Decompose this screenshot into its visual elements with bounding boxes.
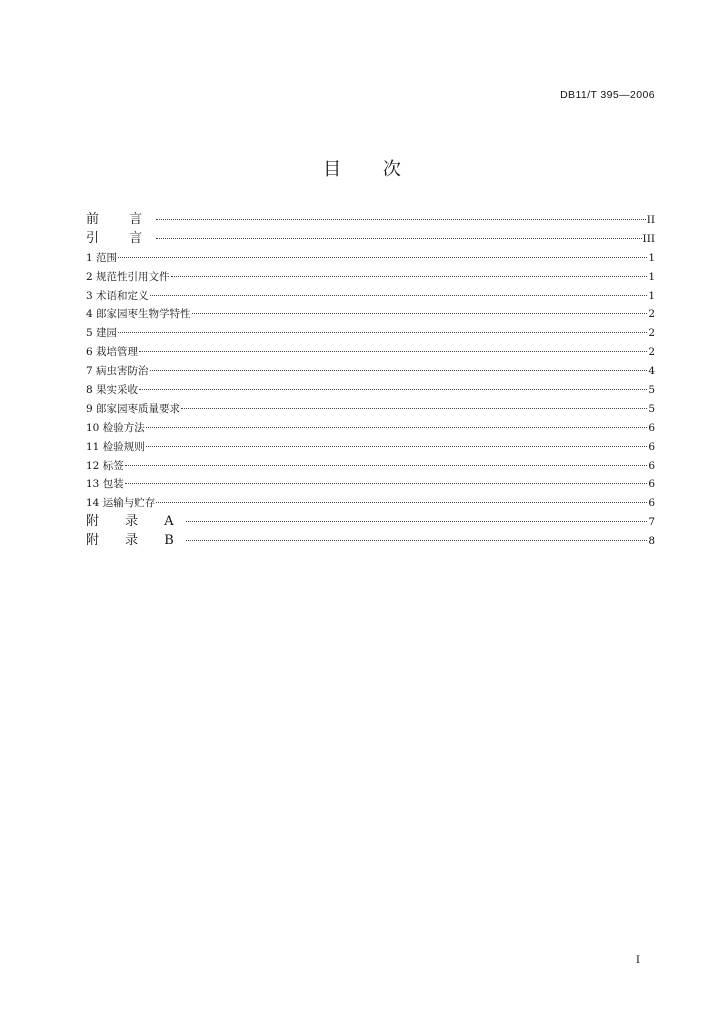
dot-leader bbox=[118, 257, 647, 258]
toc-entry-foreword[interactable] bbox=[86, 211, 655, 230]
toc-entry-page: 2 bbox=[648, 327, 655, 340]
toc-entry-4[interactable] bbox=[86, 305, 655, 324]
dot-leader bbox=[125, 483, 648, 484]
toc-entry-label: 9 郎家园枣质量要求 bbox=[86, 402, 181, 415]
toc-entry-label: 11 检验规则 bbox=[86, 440, 145, 453]
toc-entry-label: 10 检验方法 bbox=[86, 421, 145, 434]
dot-leader bbox=[186, 540, 647, 541]
dot-leader bbox=[150, 295, 648, 296]
toc-entry-page: 8 bbox=[648, 535, 655, 548]
toc-entry-12[interactable] bbox=[86, 457, 655, 476]
toc-entry-page: II bbox=[646, 214, 655, 226]
dot-leader bbox=[118, 332, 647, 333]
toc-entry-label: 引 言 bbox=[86, 230, 156, 246]
toc-entry-page: 6 bbox=[648, 478, 655, 491]
dot-leader bbox=[146, 427, 648, 428]
toc-entry-label: 附 录 A bbox=[86, 514, 185, 530]
toc-entry-page: III bbox=[642, 232, 655, 245]
toc-entry-page: 5 bbox=[648, 402, 655, 415]
toc-entry-page: 7 bbox=[648, 516, 655, 529]
dot-leader bbox=[139, 351, 647, 352]
toc-entry-label: 7 病虫害防治 bbox=[86, 365, 149, 378]
dot-leader bbox=[171, 276, 648, 277]
dot-leader bbox=[146, 446, 648, 447]
dot-leader bbox=[156, 219, 646, 220]
toc-entry-9[interactable] bbox=[86, 400, 655, 419]
toc-entry-10[interactable] bbox=[86, 419, 655, 438]
toc-entry-label: 14 运输与贮存 bbox=[86, 497, 156, 510]
dot-leader bbox=[125, 465, 648, 466]
toc-entry-label: 3 术语和定义 bbox=[86, 289, 149, 302]
document-code: DB11/T 395—2006 bbox=[560, 89, 655, 101]
dot-leader bbox=[192, 313, 648, 314]
dot-leader bbox=[156, 238, 641, 239]
toc-entry-page: 1 bbox=[648, 289, 655, 302]
toc-entry-2[interactable] bbox=[86, 268, 655, 287]
toc-entry-page: 1 bbox=[648, 251, 655, 264]
toc-entry-label: 附 录 B bbox=[86, 533, 185, 549]
dot-leader bbox=[186, 521, 648, 522]
toc-entry-page: 6 bbox=[648, 440, 655, 453]
toc-entry-appendix-a[interactable] bbox=[86, 513, 655, 532]
dot-leader bbox=[181, 408, 647, 409]
toc-entry-label: 1 范围 bbox=[86, 251, 118, 264]
toc-entry-page: 2 bbox=[648, 308, 655, 321]
toc-entry-page: 4 bbox=[648, 365, 655, 378]
toc-entry-11[interactable] bbox=[86, 438, 655, 457]
page-title: 目 次 bbox=[323, 159, 419, 180]
toc-entry-introduction[interactable] bbox=[86, 230, 655, 249]
toc-entry-page: 5 bbox=[648, 384, 655, 397]
toc-entry-page: 1 bbox=[648, 270, 655, 283]
toc-entry-label: 前 言 bbox=[86, 212, 156, 227]
dot-leader bbox=[156, 502, 647, 503]
toc-entry-8[interactable] bbox=[86, 381, 655, 400]
toc-entry-1[interactable] bbox=[86, 249, 655, 268]
toc-entry-label: 8 果实采收 bbox=[86, 384, 139, 397]
toc-entry-14[interactable] bbox=[86, 494, 655, 513]
toc-entry-label: 2 规范性引用文件 bbox=[86, 270, 170, 283]
toc-entry-page: 2 bbox=[648, 346, 655, 359]
dot-leader bbox=[139, 389, 647, 390]
toc-entry-13[interactable] bbox=[86, 475, 655, 494]
toc-entry-3[interactable] bbox=[86, 287, 655, 306]
page-number: I bbox=[635, 954, 640, 966]
toc-entry-label: 4 郎家园枣生物学特性 bbox=[86, 308, 191, 321]
dot-leader bbox=[150, 370, 648, 371]
toc-entry-6[interactable] bbox=[86, 343, 655, 362]
toc-entry-label: 5 建园 bbox=[86, 327, 118, 340]
toc-entry-page: 6 bbox=[648, 497, 655, 510]
toc-entry-page: 6 bbox=[648, 421, 655, 434]
toc-entry-5[interactable] bbox=[86, 324, 655, 343]
toc-entry-label: 6 栽培管理 bbox=[86, 346, 139, 359]
toc-entry-label: 12 标签 bbox=[86, 459, 124, 472]
toc-entry-page: 6 bbox=[648, 459, 655, 472]
table-of-contents bbox=[86, 211, 655, 551]
toc-entry-appendix-b[interactable] bbox=[86, 532, 655, 551]
toc-entry-label: 13 包装 bbox=[86, 478, 124, 491]
toc-entry-7[interactable] bbox=[86, 362, 655, 381]
